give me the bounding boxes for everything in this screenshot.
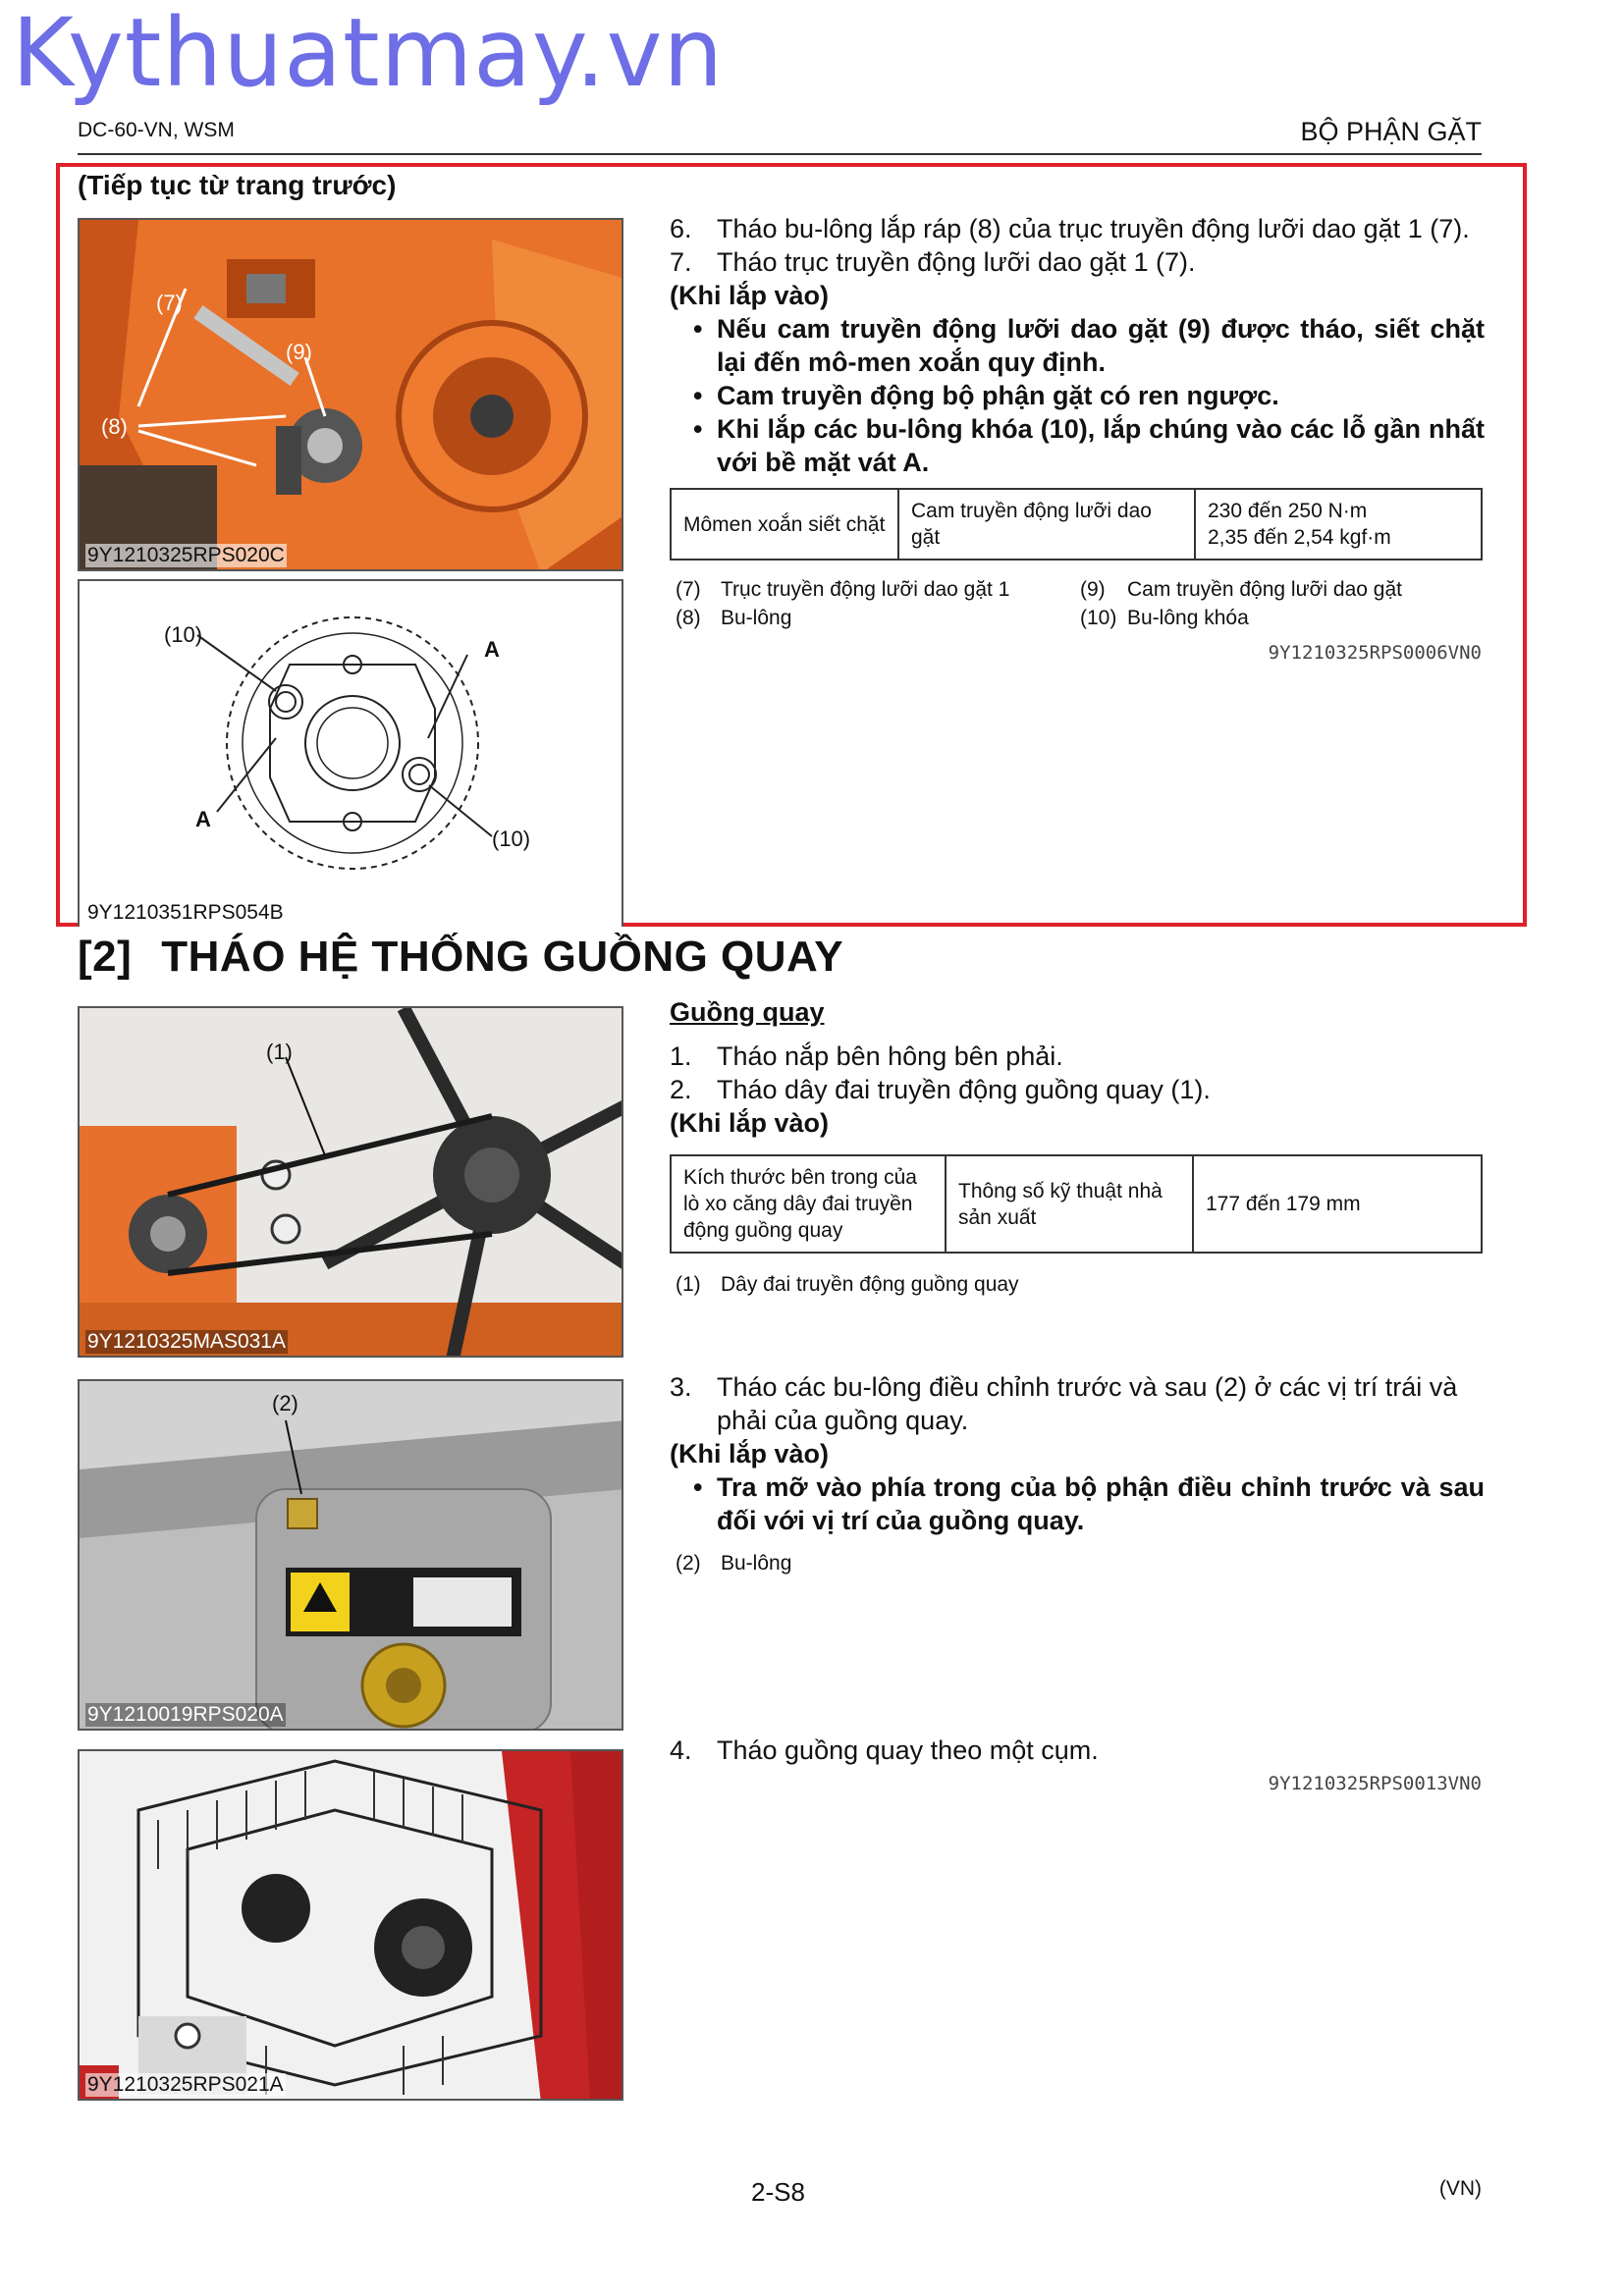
photo-reel-drive-belt (78, 1006, 623, 1358)
label-9: (9) (286, 340, 312, 364)
subhead-reel: Guồng quay (670, 997, 825, 1027)
legend-item-2: (2) Bu-lông (676, 1552, 792, 1575)
step-4: 4. Tháo guồng quay theo một cụm. (670, 1735, 1099, 1765)
label-10-top: (10) (164, 622, 203, 647)
bullet-torque: • Nếu cam truyền động lưỡi dao gặt (9) được tháo, siết chặt lại đến mô-men xoắn quy định. (670, 312, 1485, 379)
when-installing: (Khi lắp vào) (670, 281, 830, 310)
spec-label: Mômen xoắn siết chặt (671, 489, 898, 560)
spec-value: 177 đến 179 mm (1193, 1155, 1482, 1253)
image-caption: 9Y1210325RPS021A (87, 2073, 284, 2096)
torque-spec-table (670, 488, 1483, 561)
label-a-top: A (484, 637, 500, 662)
legend-item-10: (10) Bu-lông khóa (1080, 607, 1249, 629)
image-caption: 9Y1210019RPS020A (87, 1703, 284, 1726)
spacer (670, 1028, 1485, 1040)
belt-spring-spec-table (670, 1154, 1483, 1254)
legend-item-9: (9) Cam truyền động lưỡi dao gặt (1080, 578, 1402, 601)
step-6: 6. Tháo bu-lông lắp ráp (8) của trục truyền động lưỡi dao gặt 1 (7). (670, 214, 1470, 243)
photo-adjusting-bolt (78, 1379, 623, 1731)
header-model: DC-60-VN, WSM (78, 119, 235, 141)
when-installing: (Khi lắp vào) (670, 1108, 830, 1138)
header-section: BỘ PHẬN GẶT (1300, 117, 1482, 146)
spec-part: Cam truyền động lưỡi dao gặt (898, 489, 1195, 560)
label-7: (7) (156, 291, 183, 315)
bullet-reverse-thread: • Cam truyền động bộ phận gặt có ren ngược. (670, 379, 1485, 412)
bullet-grease: • Tra mỡ vào phía trong của bộ phận điều chỉnh trước và sau đối với vị trí của guồng quay. (670, 1470, 1485, 1537)
label-8: (8) (101, 414, 128, 439)
label-10-bottom: (10) (492, 827, 531, 851)
photo-knife-drive-illustration (80, 220, 623, 571)
section-title: [2] THÁO HỆ THỐNG GUỒNG QUAY (78, 933, 844, 981)
reference-code: 9Y1210325RPS0006VN0 (1268, 642, 1482, 664)
bullet-lock-bolts: • Khi lắp các bu-lông khóa (10), lắp chúng vào các lỗ gần nhất với bề mặt vát A. (670, 412, 1485, 479)
section2-text-a (670, 997, 1485, 1140)
page-number: 2-S8 (751, 2177, 805, 2207)
legend-left (676, 575, 1088, 632)
reel-belt-illustration (80, 1008, 623, 1358)
language-code: (VN) (1438, 2177, 1482, 2200)
legend-item-8: (8) Bu-lông (676, 607, 792, 629)
image-caption: 9Y1210351RPS054B (87, 901, 284, 924)
adjusting-bolt-illustration (80, 1381, 623, 1731)
reel-assembly-illustration (80, 1751, 623, 2101)
step-2: 2. Tháo dây đai truyền động guồng quay (1). (670, 1075, 1211, 1104)
continued-note: (Tiếp tục từ trang trước) (78, 170, 397, 200)
spec-value: 230 đến 250 N·m 2,35 đến 2,54 kgf·m (1195, 489, 1482, 560)
spec-source: Thông số kỹ thuật nhà sản xuất (946, 1155, 1193, 1253)
image-caption: 9Y1210325MAS031A (87, 1330, 286, 1353)
step-3: 3. Tháo các bu-lông điều chỉnh trước và sau (2) ở các vị trí trái và phải của guồng quay. (670, 1372, 1458, 1435)
watermark: Kythuatmay.vn (12, 0, 725, 108)
legend-right (1080, 575, 1492, 632)
diagram-lock-bolts (78, 579, 623, 927)
section1-text (670, 212, 1485, 479)
label-2: (2) (272, 1391, 298, 1415)
label-a-bottom: A (195, 807, 211, 831)
section2-text-b (670, 1370, 1485, 1537)
header-rule (78, 153, 1482, 155)
spec-label: Kích thước bên trong của lò xo căng dây đai truyền động guồng quay (671, 1155, 946, 1253)
label-1: (1) (266, 1040, 293, 1064)
lock-bolt-drawing (80, 581, 623, 927)
reference-code: 9Y1210325RPS0013VN0 (1268, 1773, 1482, 1794)
legend-item-1: (1) Dây đai truyền động guồng quay (676, 1273, 1019, 1296)
step-7: 7. Tháo trục truyền động lưỡi dao gặt 1 (7). (670, 247, 1196, 277)
step-1: 1. Tháo nắp bên hông bên phải. (670, 1041, 1063, 1071)
photo-knife-drive-shaft (78, 218, 623, 571)
when-installing: (Khi lắp vào) (670, 1439, 830, 1468)
image-caption: 9Y1210325RPS020C (87, 544, 285, 566)
photo-reel-assembly (78, 1749, 623, 2101)
legend-item-7: (7) Trục truyền động lưỡi dao gặt 1 (676, 578, 1010, 601)
